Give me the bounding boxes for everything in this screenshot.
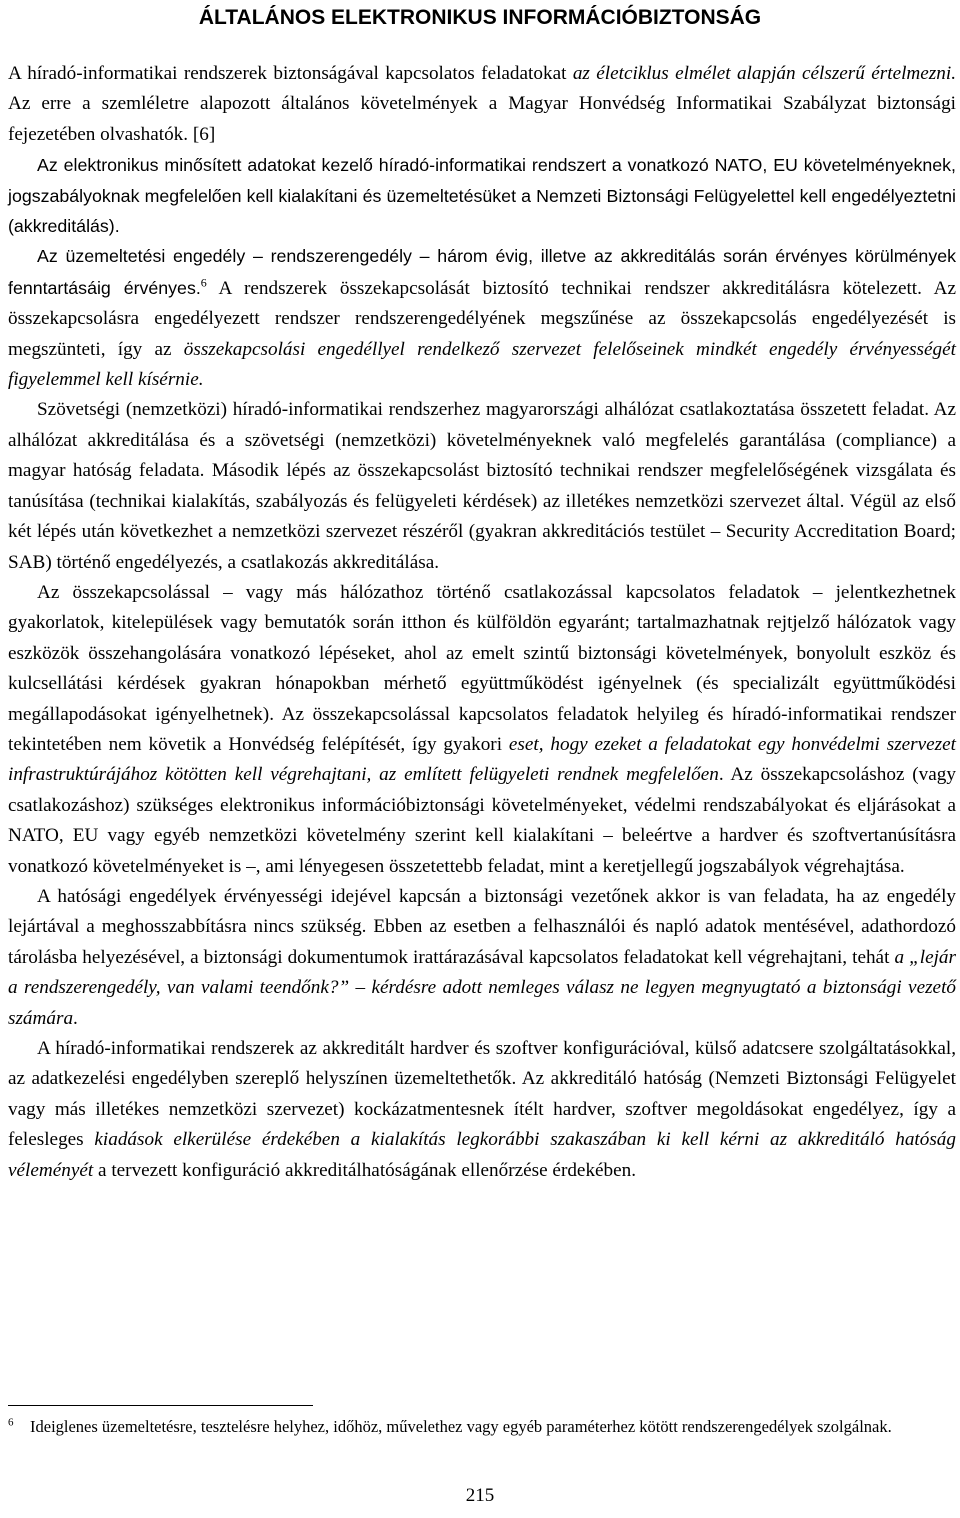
para6-text-c: . <box>73 1007 78 1029</box>
paragraph-2: Az elektronikus minősített adatokat kezelő híradó-informatikai rendszert a vonatkozó NATO, EU követelményeknek, jogszabályoknak megfelelően kell kialakítani és üzemeltetésüket a Nemzeti Biztonsági Felügyelettel kell engedélyeztetni (akkreditálás). <box>8 155 956 237</box>
paragraph-5 <box>8 578 956 882</box>
paragraph-6 <box>8 882 956 1034</box>
para6-italic: a „lejár a rendszerengedély, van valami teendőnk?” – kérdésre adott nemleges válasz ne legyen megnyugtató a biztonsági vezető számára <box>8 946 956 1029</box>
para1-text-a: A híradó-informatikai rendszerek biztonságával kapcsolatos feladatokat <box>8 63 573 84</box>
footnote-text: Ideiglenes üzemeltetésre, tesztelésre helyhez, időhöz, művelethez vagy egyéb paraméterhez kötött rendszerengedélyek szolgálnak. <box>30 1417 892 1436</box>
para5-italic: eset, hogy ezeket a feladatokat egy honvédelmi szervezet infrastruktúrájához kötötten kell végrehajtani, az említett felügyeleti rendnek megfelelően <box>8 733 956 786</box>
para3-italic: összekapcsolási engedéllyel rendelkező szervezet felelőseinek mindkét engedély érvényességét figyelemmel kell kísérnie. <box>8 338 956 391</box>
paragraph-3 <box>8 241 956 395</box>
paragraph-1 <box>8 59 956 150</box>
paragraph-4: Szövetségi (nemzetközi) híradó-informatikai rendszerhez magyarországi alhálózat csatlakoztatása összetett feladat. Az alhálózat akkreditálása és a szövetségi (nemzetközi) követelményeknek való megfelelés garantálása (compliance) a magyar hatóság feladata. Második lépés az összekapcsolást biztosító technikai rendszer megfelelőségének vizsgálata és tanúsítása (technikai kialakítás, szabályozás és felügyeleti kérdések) az illetékes nemzetközi szervezet által. Végül az első két lépés után következhet a nemzetközi szervezet részéről (gyakran akkreditációs testület – Security Accreditation Board; SAB) történő engedélyezés, a csatlakozás akkreditálása. <box>8 399 956 573</box>
para3-text-c: Az összekapcsolásra engedélyezett rendszer rendszerengedélyének megszűnése az összekapcsolás engedélyezését is megszünteti, így az <box>8 277 956 360</box>
para1-italic: az életciklus elmélet alapján célszerű értelmezni. <box>572 63 956 84</box>
para3-text-b: A rendszerek összekapcsolását biztosító technikai rendszer akkreditálásra kötelezett. <box>206 277 922 299</box>
para7-text-a: A híradó-informatikai rendszerek az akkreditált hardver és szoftver konfigurációval, külső adatcsere szolgáltatásokkal, az adatkezelési engedélyben szereplő helyszínen üzemeltethetők. Az akkreditáló hatóság (Nemzeti Biztonsági Felügyelet vagy más illetékes nemzetközi szervezet) kockázatmentesnek ítélt hardver, szoftver megoldásokat engedélyez, így a felesleges <box>8 1038 956 1151</box>
footnote-ref: 6 <box>200 275 207 290</box>
para5-text-a: Az összekapcsolással – vagy más hálózathoz történő csatlakozással kapcsolatos feladatok – jelentkezhetnek gyakorlatok, kitelepülések vagy bemutatók során itthon és külföldön egyaránt; tartalmazhatnak rejtjelző hálózatok vagy eszközök összehangolására vonatkozó lépéseket, ahol az emelt szintű biztonsági követelmények, bonyolult eszköz és kulcsellátási kérdések gyakran hónapokban mérhető együttműködést igényelnek (és specializált együttműködési megállapodásokat igényelhetnek). Az összekapcsolással kapcsolatos feladatok helyileg és híradó-informatikai rendszer tekintetében nem követik a Honvédség felépítését, így gyakori <box>8 581 956 755</box>
paragraph-7 <box>8 1034 956 1186</box>
para6-text-a: A hatósági engedélyek érvényességi idejével kapcsán a biztonsági vezetőnek akkor is van feladata, ha az engedély lejártával a meghosszabbításra nincs szükség. Ebben az esetben a felhasználói és napló adatok mentésével, adathordozó tárolásba helyezésével, a biztonsági dokumentumok irattárazásával kapcsolatos feladatokat kell végrehajtani, tehát <box>8 885 956 968</box>
page-title: ÁLTALÁNOS ELEKTRONIKUS INFORMÁCIÓBIZTONSÁG <box>198 6 762 29</box>
para1-text-c: Az erre a szemléletre alapozott általános követelmények a Magyar Honvédség Informatikai Szabályzat biztonsági fejezetében olvashatók. [6] <box>8 93 956 145</box>
footnote-number: 6 <box>8 1416 14 1429</box>
para7-italic: kiadások elkerülése érdekében a kialakítás legkorábbi szakaszában ki kell kérni az akkreditáló hatóság véleményét <box>8 1129 956 1181</box>
para5-text-c: . Az összekapcsoláshoz (vagy csatlakozáshoz) szükséges elektronikus információbiztonsági követelményeket, védelmi rendszabályokat és eljárásokat a NATO, EU vagy egyéb nemzetközi követelmény szerint kell kialakítani – beleértve a hardver és szoftvertanúsításra vonatkozó követelményeket is –, ami lényegesen összetettebb feladat, mint a keretjellegű jogszabályok végrehajtása. <box>8 764 956 877</box>
para3-text-a: Az üzemeltetési engedély – rendszerengedély – három évig, illetve az akkreditálás során érvényes körülmények fenntartásáig érvényes. <box>8 246 956 298</box>
page-number: 215 <box>465 1485 495 1506</box>
para7-text-c: a tervezett konfiguráció akkreditálhatóságának ellenőrzése érdekében. <box>93 1159 637 1181</box>
body-text <box>8 59 956 1186</box>
footnote-separator <box>8 1405 313 1406</box>
footnote <box>8 1414 956 1440</box>
